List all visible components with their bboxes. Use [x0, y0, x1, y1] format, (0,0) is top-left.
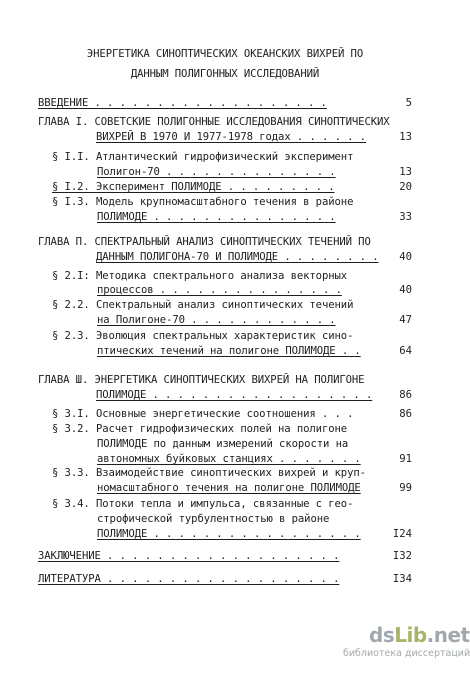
toc-section-2-3-page: 64 [399, 345, 412, 357]
toc-section-3-2-line-3: автономных буйковых станциях . . . . . . . [97, 453, 361, 465]
toc-chapter-2-page: 40 [399, 251, 412, 263]
toc-section-1-1-line-2: Полигон-70 . . . . . . . . . . . . . . [97, 166, 336, 178]
toc-section-1-3-page: 33 [399, 211, 412, 223]
toc-section-3-3-line-1: § 3.3. Взаимодействие синоптических вихрей и круп- [52, 467, 366, 479]
toc-section-2-1-line-1: § 2.I: Методика спектрального анализа векторных [52, 270, 348, 282]
toc-conclusion: ЗАКЛЮЧЕНИЕ . . . . . . . . . . . . . . . . . . . [38, 550, 340, 562]
toc-chapter-1-line-2: ВИХРЕЙ В 1970 И 1977-1978 годах . . . . . . [96, 131, 366, 143]
toc-section-3-4-page: I24 [392, 528, 412, 540]
toc-section-2-2-line-1: § 2.2. Спектральный анализ синоптических течений [52, 299, 354, 311]
toc-section-3-2-page: 91 [399, 453, 412, 465]
toc-section-2-1-page: 40 [399, 284, 412, 296]
dslib-logo: dsLib.net [369, 623, 470, 647]
toc-section-2-1-line-2: процессов . . . . . . . . . . . . . . . [97, 284, 342, 296]
toc-section-3-4-line-3: ПОЛИМОДЕ . . . . . . . . . . . . . . . . . [97, 528, 361, 540]
toc-chapter-2-line-1: ГЛАВА П. СПЕКТРАЛЬНЫЙ АНАЛИЗ СИНОПТИЧЕСКИХ ТЕЧЕНИЙ ПО [38, 236, 371, 248]
toc-literature: ЛИТЕРАТУРА . . . . . . . . . . . . . . . . . . . [38, 573, 340, 585]
toc-section-1-2-page: 20 [399, 181, 412, 193]
toc-chapter-3-line-2: ПОЛИМОДЕ . . . . . . . . . . . . . . . . . . [96, 389, 373, 401]
toc-chapter-2-line-2: ДАННЫМ ПОЛИГОНА-70 И ПОЛИМОДЕ . . . . . . . . [96, 251, 379, 263]
doc-title-line-1: ЭНЕРГЕТИКА СИНОПТИЧЕСКИХ ОКЕАНСКИХ ВИХРЕЙ ПО [86, 48, 364, 60]
toc-intro-page: 5 [405, 97, 412, 109]
toc-section-2-3-line-1: § 2.3. Эволюция спектральных характеристик сино- [52, 330, 354, 342]
toc-section-3-1-page: 86 [399, 408, 412, 420]
watermark [343, 623, 470, 663]
toc-section-3-4-line-2: строфической турбулентностью в районе [97, 513, 330, 525]
doc-title-line-2: ДАННЫМ ПОЛИГОННЫХ ИССЛЕДОВАНИЙ [130, 68, 320, 80]
toc-conclusion-page: I32 [392, 550, 412, 562]
toc-section-3-1: § 3.I. Основные энергетические соотношения . . . [52, 408, 354, 420]
toc-section-1-3-line-2: ПОЛИМОДЕ . . . . . . . . . . . . . . . [97, 211, 336, 223]
toc-literature-page: I34 [392, 573, 412, 585]
toc-section-1-1-page: 13 [399, 166, 412, 178]
toc-section-3-4-line-1: § 3.4. Потоки тепла и импульса, связанные с гео- [52, 498, 354, 510]
toc-section-3-3-page: 99 [399, 482, 412, 494]
toc-chapter-1-page: 13 [399, 131, 412, 143]
toc-section-3-2-line-2: ПОЛИМОДЕ по данным измерений скорости на [97, 438, 349, 450]
toc-section-1-3-line-1: § I.3. Модель крупномасштабного течения в районе [52, 196, 354, 208]
toc-chapter-1-line-1: ГЛАВА I. СОВЕТСКИЕ ПОЛИГОННЫЕ ИССЛЕДОВАНИЯ СИНОПТИЧЕСКИХ [38, 116, 390, 128]
toc-section-2-2-line-2: на Полигоне-70 . . . . . . . . . . . . [97, 314, 336, 326]
toc-section-1-2: § I.2. Эксперимент ПОЛИМОДЕ . . . . . . . . . [52, 181, 335, 193]
toc-section-3-2-line-1: § 3.2. Расчет гидрофизических полей на полигоне [52, 423, 348, 435]
toc-chapter-3-line-1: ГЛАВА Ш. ЭНЕРГЕТИКА СИНОПТИЧЕСКИХ ВИХРЕЙ НА ПОЛИГОНЕ [38, 374, 365, 386]
toc-section-2-2-page: 47 [399, 314, 412, 326]
toc-section-2-3-line-2: птических течений на полигоне ПОЛИМОДЕ . . [97, 345, 361, 357]
toc-section-1-1-line-1: § I.I. Атлантический гидрофизический эксперимент [52, 151, 354, 163]
toc-intro: ВВЕДЕНИЕ . . . . . . . . . . . . . . . . . . . [38, 97, 327, 109]
toc-section-3-3-line-2: номасштабного течения на полигоне ПОЛИМОДЕ [97, 482, 361, 494]
watermark-subtitle: библиотека диссертаций [343, 648, 470, 659]
toc-chapter-3-page: 86 [399, 389, 412, 401]
